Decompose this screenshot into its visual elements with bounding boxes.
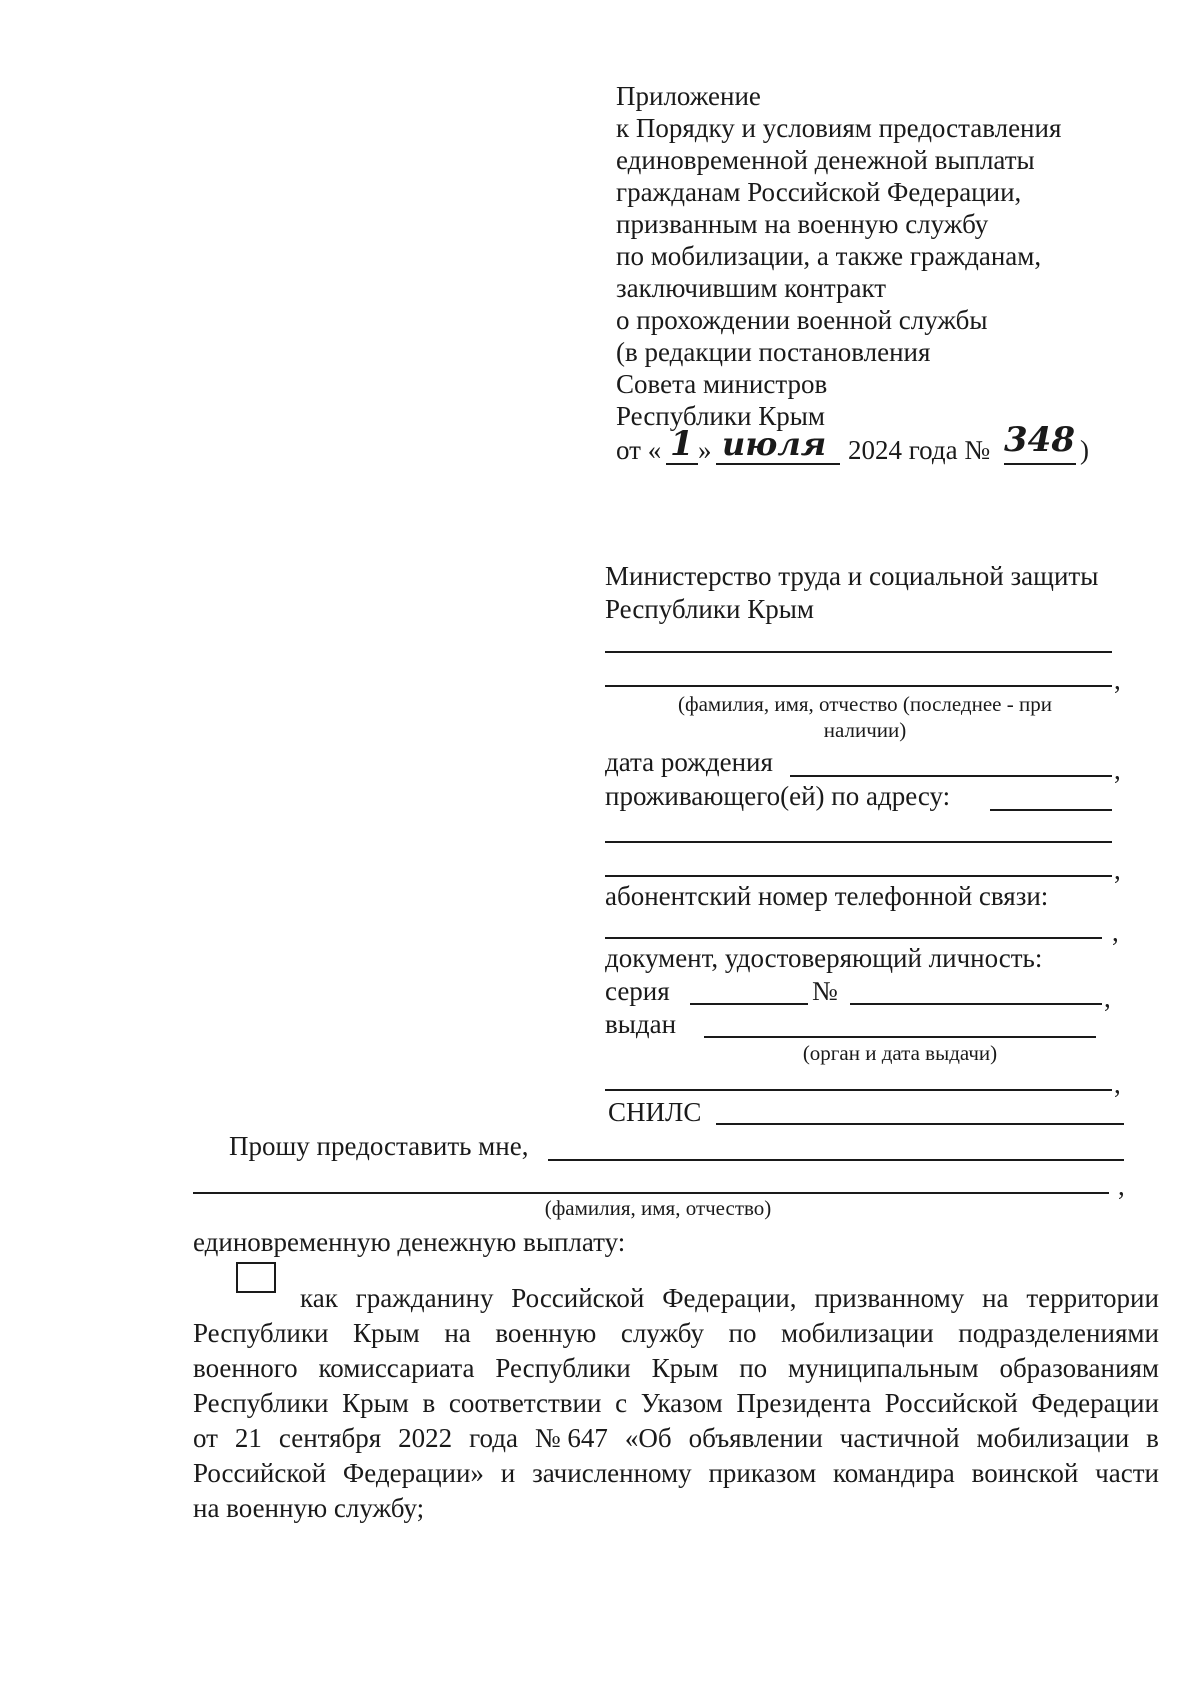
fio-caption-1: (фамилия, имя, отчество (последнее - при [678, 692, 1052, 716]
comma: , [1104, 983, 1111, 1013]
fio-caption-2: наличии) [823, 718, 907, 742]
word: комиссариата [318, 1353, 475, 1383]
appendix-line: о прохождении военной службы [616, 305, 988, 335]
address-field-2[interactable] [605, 841, 1112, 843]
paragraph-line [193, 1281, 1159, 1316]
word: Российской [511, 1283, 645, 1313]
issued-field-2[interactable] [605, 1089, 1112, 1091]
issued-field[interactable] [704, 1036, 1096, 1038]
payment-line: единовременную денежную выплату: [193, 1227, 626, 1257]
birth-date-label: дата рождения [605, 747, 773, 777]
word: воинской [971, 1458, 1079, 1488]
paragraph-line [193, 1351, 1159, 1386]
word: Республики [193, 1388, 329, 1418]
paragraph-line [193, 1491, 1159, 1526]
request-lead: Прошу предоставить мне, [229, 1131, 529, 1161]
request-fio-field-1[interactable] [548, 1159, 1124, 1161]
addressee-line-2: Республики Крым [605, 594, 814, 624]
phone-field[interactable] [605, 937, 1102, 939]
appendix-line: по мобилизации, а также гражданам, [616, 241, 1042, 271]
word: призванному [814, 1283, 965, 1313]
date-prefix: от « [616, 435, 662, 465]
appendix-line: гражданам Российской Федерации, [616, 177, 1022, 207]
request-fio-caption: (фамилия, имя, отчество) [544, 1196, 772, 1220]
appendix-line: (в редакции постановления [616, 337, 931, 367]
word: от [193, 1423, 218, 1453]
word: по [739, 1353, 768, 1383]
addressee-line-1: Министерство труда и социальной защиты [605, 561, 1099, 591]
date-mid: » [698, 435, 712, 465]
word: зачисленному [532, 1458, 692, 1488]
issued-caption: (орган и дата выдачи) [802, 1041, 998, 1065]
word: на [982, 1283, 1009, 1313]
handwritten-doc-number: 348 [1004, 420, 1075, 460]
address-label: проживающего(ей) по адресу: [605, 781, 951, 811]
appendix-header [616, 80, 1061, 432]
comma: , [1114, 665, 1121, 695]
paragraph-line [193, 1421, 1159, 1456]
series-field[interactable] [690, 1003, 808, 1005]
word: мобилизации [976, 1423, 1130, 1453]
number-underline [1004, 463, 1076, 465]
word: по [728, 1318, 757, 1348]
word: в [422, 1388, 436, 1418]
appendix-line: Приложение [616, 81, 761, 111]
appendix-line: к Порядку и условиям предоставления [616, 113, 1062, 143]
word: Федерации [1031, 1388, 1159, 1418]
word: 21 [234, 1423, 262, 1453]
word: сентября [278, 1423, 382, 1453]
option-paragraph [193, 1281, 1159, 1526]
word: муниципальным [788, 1353, 979, 1383]
word: Республики [495, 1353, 631, 1383]
word: Указом [640, 1388, 723, 1418]
word: приказом [708, 1458, 817, 1488]
comma: , [1112, 917, 1119, 947]
birth-date-field[interactable] [790, 775, 1112, 777]
paragraph-line [193, 1386, 1159, 1421]
snils-label: СНИЛС [608, 1097, 702, 1127]
snils-field[interactable] [716, 1123, 1124, 1125]
word: Крым [342, 1388, 409, 1418]
word: на [444, 1318, 471, 1348]
word: 2022 [398, 1423, 453, 1453]
word: Российской [193, 1458, 327, 1488]
handwritten-day: 1 [670, 424, 694, 464]
word: и [500, 1458, 516, 1488]
appendix-line: заключившим контракт [616, 273, 887, 303]
word: Президента [736, 1388, 872, 1418]
word: Федерации» [342, 1458, 484, 1488]
word: года [469, 1423, 518, 1453]
word: частичной [839, 1423, 960, 1453]
comma: , [1114, 755, 1121, 785]
handwritten-month: июля [722, 425, 827, 463]
word: территории [1026, 1283, 1159, 1313]
applicant-fio-line-1[interactable] [605, 651, 1112, 653]
word: командира [833, 1458, 955, 1488]
word: военного [193, 1353, 298, 1383]
address-field-1[interactable] [990, 809, 1112, 811]
address-field-3[interactable] [605, 875, 1112, 877]
appendix-line: Совета министров [616, 369, 828, 399]
word: в [1146, 1423, 1159, 1453]
appendix-line: Республики Крым [616, 401, 825, 431]
word: части [1095, 1458, 1159, 1488]
word: соответствии [448, 1388, 602, 1418]
appendix-line: призванным на военную службу [616, 209, 989, 239]
word: Крым [353, 1318, 420, 1348]
word: образованиям [999, 1353, 1159, 1383]
word: Республики [193, 1318, 329, 1348]
paragraph-line [193, 1316, 1159, 1351]
phone-label: абонентский номер телефонной связи: [605, 881, 1049, 911]
number-label: № [812, 976, 838, 1006]
date-close: ) [1080, 435, 1089, 465]
word: службу [620, 1318, 704, 1348]
word: Федерации, [662, 1283, 797, 1313]
date-year-text: 2024 года № [848, 435, 991, 465]
word: Крым [651, 1353, 719, 1383]
word: мобилизации [781, 1318, 934, 1348]
applicant-fio-line-2[interactable] [605, 685, 1112, 687]
id-number-field[interactable] [850, 1003, 1102, 1005]
word: с [615, 1388, 628, 1418]
comma: , [1114, 855, 1121, 885]
paragraph-last-line: на военную службу; [193, 1493, 425, 1523]
word: № 647 [534, 1423, 608, 1453]
word: гражданину [355, 1283, 494, 1313]
series-label: серия [605, 976, 670, 1006]
paragraph-line [193, 1456, 1159, 1491]
comma: , [1114, 1069, 1121, 1099]
request-fio-field-2[interactable] [193, 1192, 1109, 1194]
id-document-label: документ, удостоверяющий личность: [605, 943, 1043, 973]
word: «Об [624, 1423, 672, 1453]
appendix-line: единовременной денежной выплаты [616, 145, 1035, 175]
word: объявлении [688, 1423, 823, 1453]
word: Российской [884, 1388, 1018, 1418]
word: подразделениями [958, 1318, 1159, 1348]
word: военную [495, 1318, 597, 1348]
word: как [300, 1283, 338, 1313]
issued-label: выдан [605, 1009, 677, 1039]
comma: , [1118, 1171, 1125, 1201]
